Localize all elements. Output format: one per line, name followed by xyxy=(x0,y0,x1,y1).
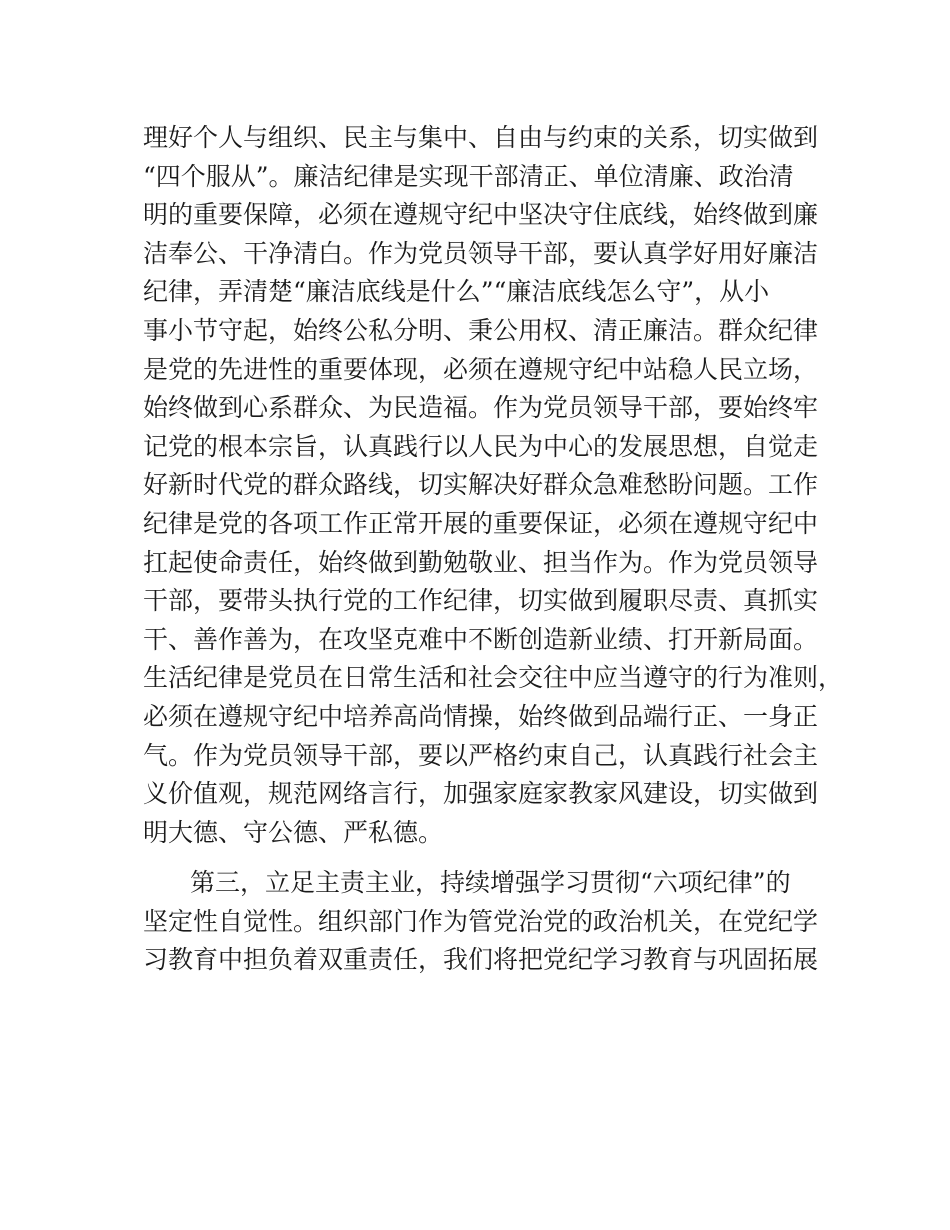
text-line: 好新时代党的群众路线，切实解决好群众急难愁盼问题。工作 xyxy=(143,470,819,500)
text-line: 第三，立足主责主业，持续增强学习贯彻“六项纪律”的 xyxy=(190,868,791,898)
text-line: 坚定性自觉性。组织部门作为管党治党的政治机关，在党纪学 xyxy=(143,906,819,936)
paragraph-spacer xyxy=(143,852,843,864)
text-line: 生活纪律是党员在日常生活和社会交往中应当遵守的行为准则， xyxy=(143,663,844,693)
text-line: 必须在遵规守纪中培养高尚情操，始终做到品端行正、一身正 xyxy=(143,701,819,731)
text-line: 洁奉公、干净清白。作为党员领导干部，要认真学好用好廉洁 xyxy=(143,238,819,268)
text-line: 干部，要带头执行党的工作纪律，切实做到履职尽责、真抓实 xyxy=(143,586,819,616)
text-line: 理好个人与组织、民主与集中、自由与约束的关系，切实做到 xyxy=(143,123,819,152)
text-line: 是党的先进性的重要体现，必须在遵规守纪中站稳人民立场， xyxy=(143,354,819,384)
document-body xyxy=(143,119,843,980)
text-line: “四个服从”。廉洁纪律是实现干部清正、单位清廉、政治清 xyxy=(143,161,794,191)
text-line: 纪律是党的各项工作正常开展的重要保证，必须在遵规守纪中 xyxy=(143,508,819,538)
text-line: 明的重要保障，必须在遵规守纪中坚决守住底线，始终做到廉 xyxy=(143,200,819,230)
text-line: 义价值观，规范网络言行，加强家庭家教家风建设，切实做到 xyxy=(143,779,819,809)
text-line: 干、善作善为，在攻坚克难中不断创造新业绩、打开新局面。 xyxy=(143,624,819,654)
text-line: 扛起使命责任，始终做到勤勉敬业、担当作为。作为党员领导 xyxy=(143,547,819,577)
paragraph-2 xyxy=(143,864,843,980)
text-line: 纪律，弄清楚“廉洁底线是什么”“廉洁底线怎么守”，从小 xyxy=(143,277,770,307)
text-line: 记党的根本宗旨，认真践行以人民为中心的发展思想，自觉走 xyxy=(143,431,819,461)
text-line: 习教育中担负着双重责任，我们将把党纪学习教育与巩固拓展 xyxy=(143,945,819,975)
text-line: 始终做到心系群众、为民造福。作为党员领导干部，要始终牢 xyxy=(143,393,819,423)
text-line: 事小节守起，始终公私分明、秉公用权、清正廉洁。群众纪律 xyxy=(143,315,819,345)
text-line: 明大德、守公德、严私德。 xyxy=(143,817,444,847)
paragraph-1 xyxy=(143,119,843,852)
text-line: 气。作为党员领导干部，要以严格约束自己，认真践行社会主 xyxy=(143,740,819,770)
